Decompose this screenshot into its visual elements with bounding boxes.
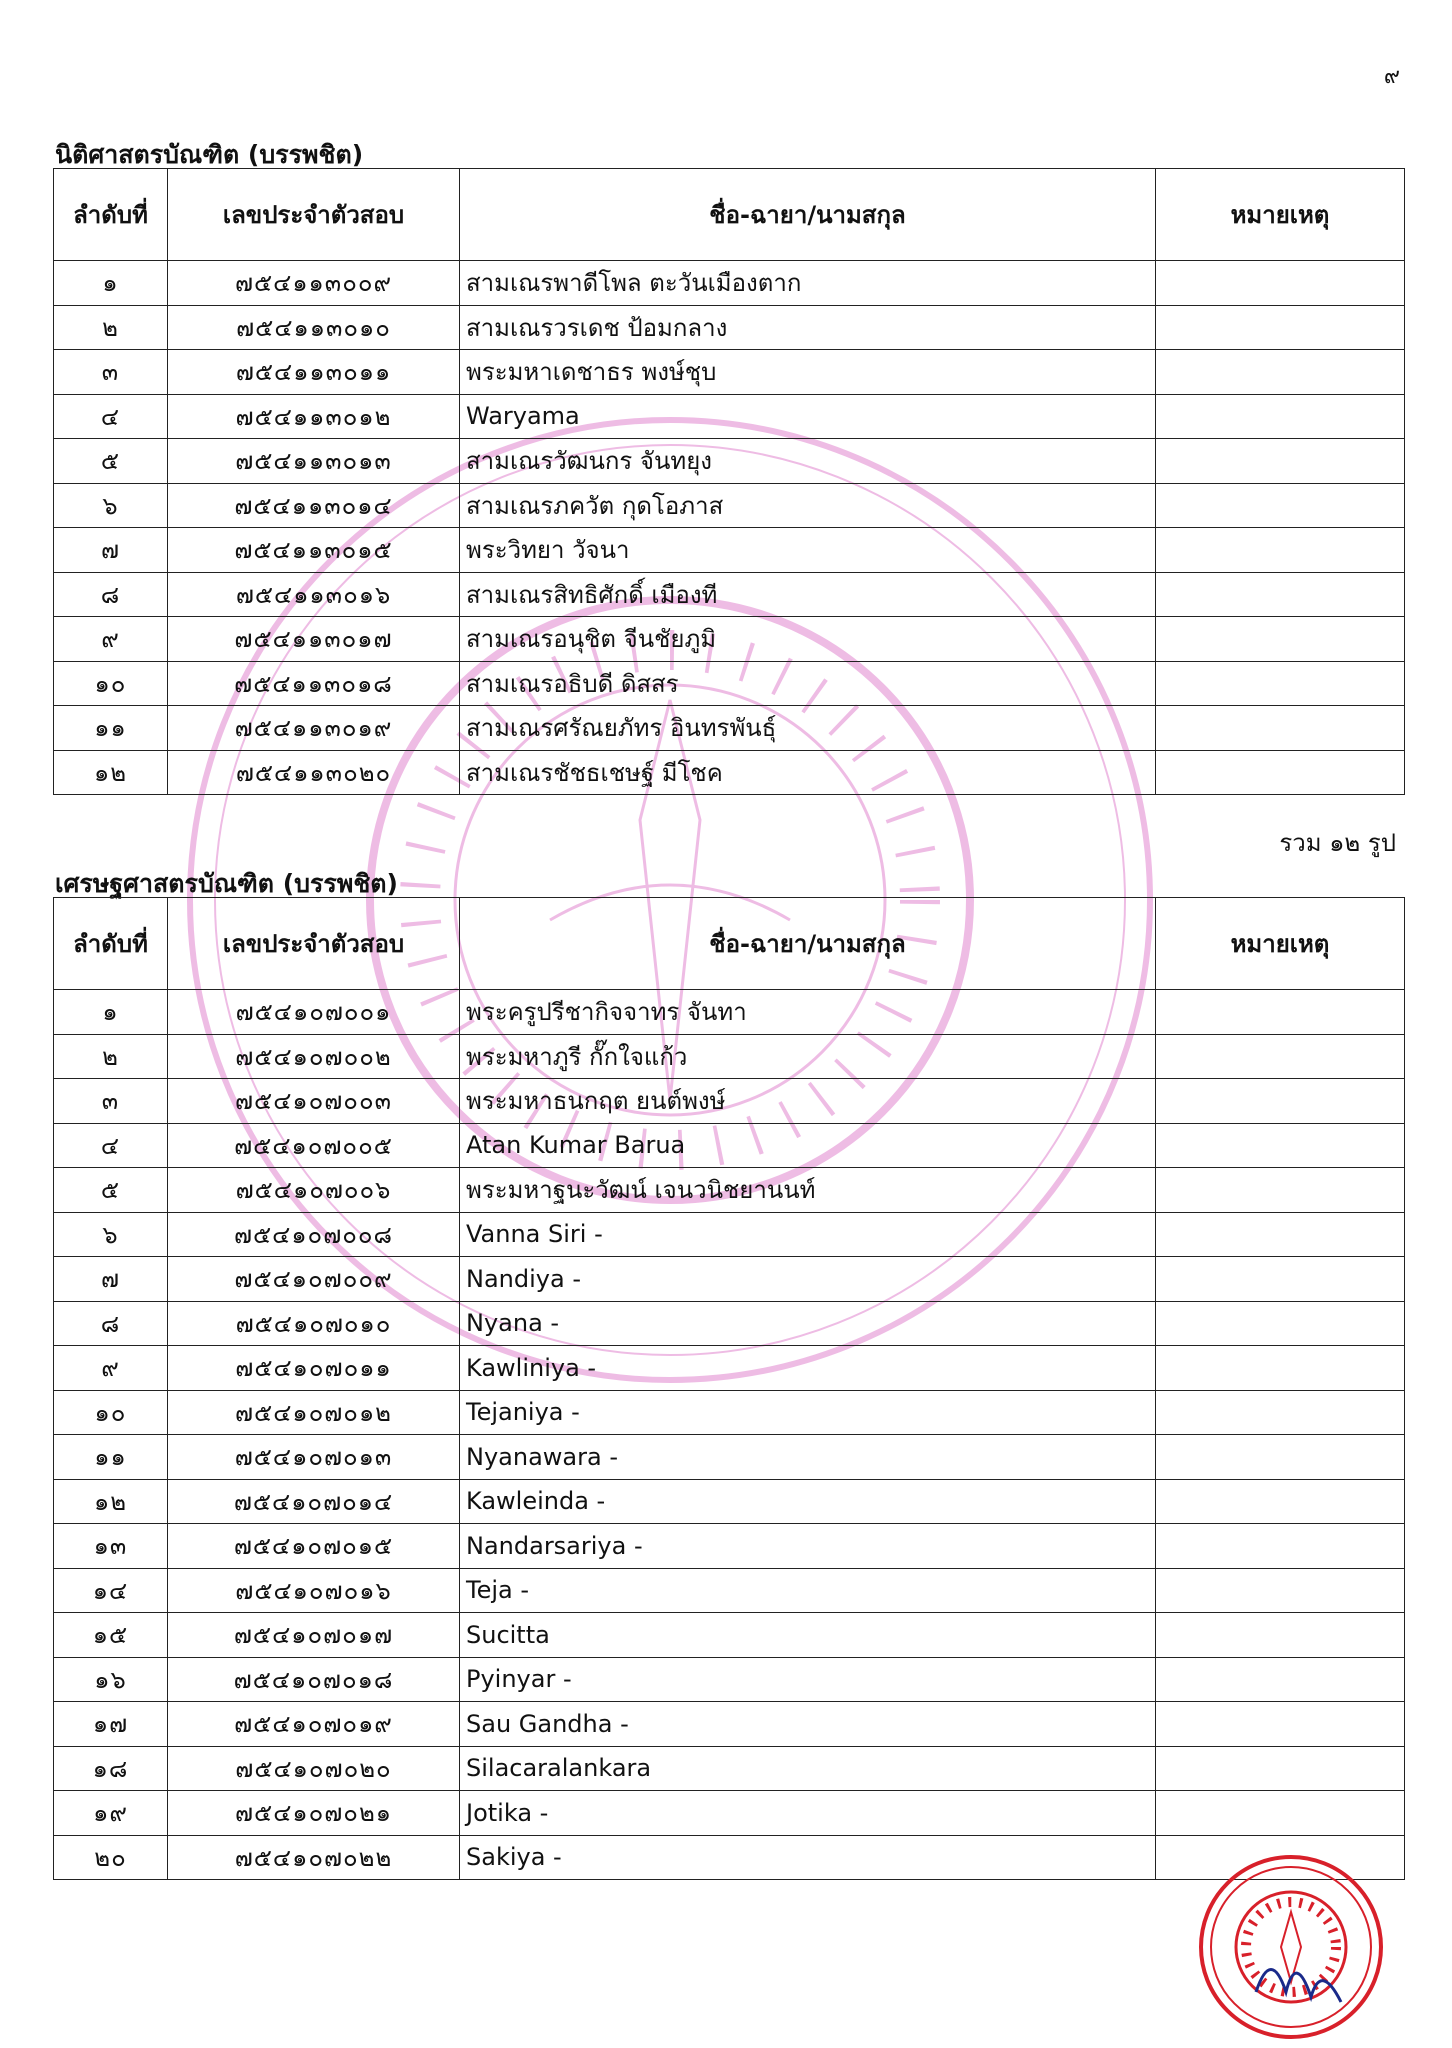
- row-order: ๑๑: [54, 706, 168, 751]
- row-name: Jotika -: [460, 1791, 1156, 1836]
- header-name: ชื่อ-ฉายา/นามสกุล: [460, 169, 1156, 261]
- table-row: [54, 439, 1405, 484]
- row-remark: [1156, 1791, 1405, 1836]
- row-name: สามเณรวัฒนกร จันทยุง: [460, 439, 1156, 484]
- row-order: ๑๕: [54, 1613, 168, 1658]
- row-order: ๒๐: [54, 1835, 168, 1880]
- header-remark: หมายเหตุ: [1156, 169, 1405, 261]
- row-name: พระมหาเดชาธร พงษ์ชุบ: [460, 350, 1156, 395]
- row-exam-id: ๗๕๔๑๑๓๐๑๐: [168, 305, 460, 350]
- row-exam-id: ๗๕๔๑๑๓๐๑๑: [168, 350, 460, 395]
- table-row: [54, 528, 1405, 573]
- row-name: Nandiya -: [460, 1257, 1156, 1302]
- row-name: Kawleinda -: [460, 1479, 1156, 1524]
- row-name: สามเณรภควัต กุดโอภาส: [460, 483, 1156, 528]
- table-row: [54, 1301, 1405, 1346]
- row-name: Nyana -: [460, 1301, 1156, 1346]
- row-exam-id: ๗๕๔๑๐๗๐๐๑: [168, 990, 460, 1035]
- header-order: ลำดับที่: [54, 169, 168, 261]
- row-exam-id: ๗๕๔๑๐๗๐๑๑: [168, 1346, 460, 1391]
- row-name: Sakiya -: [460, 1835, 1156, 1880]
- table-row: [54, 1746, 1405, 1791]
- table-row: [54, 1657, 1405, 1702]
- row-name: พระมหาธนกฤต ยนต์พงษ์: [460, 1079, 1156, 1124]
- row-order: ๓: [54, 1079, 168, 1124]
- row-remark: [1156, 483, 1405, 528]
- row-order: ๕: [54, 1168, 168, 1213]
- row-order: ๑๒: [54, 1479, 168, 1524]
- row-remark: [1156, 394, 1405, 439]
- row-remark: [1156, 1034, 1405, 1079]
- row-exam-id: ๗๕๔๑๑๓๐๑๔: [168, 483, 460, 528]
- row-order: ๔: [54, 1123, 168, 1168]
- row-remark: [1156, 1168, 1405, 1213]
- row-order: ๗: [54, 1257, 168, 1302]
- table-row: [54, 1212, 1405, 1257]
- row-remark: [1156, 305, 1405, 350]
- row-name: สามเณรวรเดช ป้อมกลาง: [460, 305, 1156, 350]
- row-order: ๑๔: [54, 1568, 168, 1613]
- row-order: ๕: [54, 439, 168, 484]
- row-order: ๘: [54, 572, 168, 617]
- row-name: Sucitta: [460, 1613, 1156, 1658]
- row-exam-id: ๗๕๔๑๑๓๐๒๐: [168, 750, 460, 795]
- table-row: [54, 1791, 1405, 1836]
- table-body-economics: [54, 990, 1405, 1880]
- table-row: [54, 1524, 1405, 1569]
- row-name: พระมหาฐนะวัฒน์ เจนวนิชยานนท์: [460, 1168, 1156, 1213]
- row-remark: [1156, 990, 1405, 1035]
- row-name: สามเณรสิทธิศักดิ์ เมืองที: [460, 572, 1156, 617]
- row-name: Waryama: [460, 394, 1156, 439]
- row-exam-id: ๗๕๔๑๐๗๐๐๙: [168, 1257, 460, 1302]
- row-name: สามเณรชัชธเชษฐ์ มีโชค: [460, 750, 1156, 795]
- row-order: ๖: [54, 483, 168, 528]
- row-exam-id: ๗๕๔๑๑๓๐๑๕: [168, 528, 460, 573]
- row-name: Silacaralankara: [460, 1746, 1156, 1791]
- table-row: [54, 1168, 1405, 1213]
- table-row: [54, 572, 1405, 617]
- row-exam-id: ๗๕๔๑๐๗๐๐๕: [168, 1123, 460, 1168]
- row-order: ๑๗: [54, 1702, 168, 1747]
- row-exam-id: ๗๕๔๑๐๗๐๐๖: [168, 1168, 460, 1213]
- row-order: ๑: [54, 261, 168, 306]
- row-remark: [1156, 1257, 1405, 1302]
- row-name: Sau Gandha -: [460, 1702, 1156, 1747]
- row-order: ๑๙: [54, 1791, 168, 1836]
- row-exam-id: ๗๕๔๑๐๗๐๑๙: [168, 1702, 460, 1747]
- row-order: ๑๘: [54, 1746, 168, 1791]
- row-name: สามเณรพาดีโพล ตะวันเมืองตาก: [460, 261, 1156, 306]
- row-exam-id: ๗๕๔๑๐๗๐๑๗: [168, 1613, 460, 1658]
- row-remark: [1156, 706, 1405, 751]
- row-order: ๔: [54, 394, 168, 439]
- row-order: ๑๓: [54, 1524, 168, 1569]
- header-remark: หมายเหตุ: [1156, 898, 1405, 990]
- table-row: [54, 1079, 1405, 1124]
- row-order: ๑๐: [54, 1390, 168, 1435]
- row-order: ๑๖: [54, 1657, 168, 1702]
- row-remark: [1156, 439, 1405, 484]
- row-remark: [1156, 750, 1405, 795]
- table-row: [54, 1034, 1405, 1079]
- table-header-row: [54, 169, 1405, 261]
- row-exam-id: ๗๕๔๑๐๗๐๒๑: [168, 1791, 460, 1836]
- header-order: ลำดับที่: [54, 898, 168, 990]
- header-exam-id: เลขประจำตัวสอบ: [168, 898, 460, 990]
- row-remark: [1156, 1568, 1405, 1613]
- row-remark: [1156, 1079, 1405, 1124]
- official-seal-stamp: [1196, 1852, 1386, 2042]
- row-exam-id: ๗๕๔๑๐๗๐๐๓: [168, 1079, 460, 1124]
- row-remark: [1156, 1301, 1405, 1346]
- row-name: Teja -: [460, 1568, 1156, 1613]
- row-remark: [1156, 1524, 1405, 1569]
- row-exam-id: ๗๕๔๑๐๗๐๑๓: [168, 1435, 460, 1480]
- table-row: [54, 1123, 1405, 1168]
- row-exam-id: ๗๕๔๑๑๓๐๑๓: [168, 439, 460, 484]
- row-order: ๒: [54, 305, 168, 350]
- row-remark: [1156, 261, 1405, 306]
- total-law: รวม ๑๒ รูป: [1279, 829, 1396, 857]
- row-exam-id: ๗๕๔๑๐๗๐๑๒: [168, 1390, 460, 1435]
- table-row: [54, 394, 1405, 439]
- row-name: สามเณรอธิบดี ดิสสร: [460, 661, 1156, 706]
- table-row: [54, 617, 1405, 662]
- row-order: ๗: [54, 528, 168, 573]
- row-exam-id: ๗๕๔๑๑๓๐๐๙: [168, 261, 460, 306]
- table-row: [54, 483, 1405, 528]
- row-order: ๑๑: [54, 1435, 168, 1480]
- row-exam-id: ๗๕๔๑๑๓๐๑๒: [168, 394, 460, 439]
- row-remark: [1156, 1435, 1405, 1480]
- table-row: [54, 1390, 1405, 1435]
- row-remark: [1156, 350, 1405, 395]
- row-exam-id: ๗๕๔๑๐๗๐๒๐: [168, 1746, 460, 1791]
- row-remark: [1156, 661, 1405, 706]
- row-order: ๙: [54, 617, 168, 662]
- table-row: [54, 1568, 1405, 1613]
- row-remark: [1156, 1123, 1405, 1168]
- table-body-law: [54, 261, 1405, 795]
- row-name: พระวิทยา วัจนา: [460, 528, 1156, 573]
- row-name: Nandarsariya -: [460, 1524, 1156, 1569]
- row-remark: [1156, 1390, 1405, 1435]
- row-order: ๑๒: [54, 750, 168, 795]
- page-number: ๙: [1383, 64, 1400, 89]
- row-exam-id: ๗๕๔๑๑๓๐๑๗: [168, 617, 460, 662]
- table-row: [54, 1702, 1405, 1747]
- row-remark: [1156, 572, 1405, 617]
- table-row: [54, 305, 1405, 350]
- row-name: Atan Kumar Barua: [460, 1123, 1156, 1168]
- row-name: สามเณรอนุชิต จีนชัยภูมิ: [460, 617, 1156, 662]
- row-order: ๖: [54, 1212, 168, 1257]
- table-row: [54, 990, 1405, 1035]
- row-remark: [1156, 1479, 1405, 1524]
- table-header-row: [54, 898, 1405, 990]
- row-order: ๙: [54, 1346, 168, 1391]
- row-remark: [1156, 1346, 1405, 1391]
- row-remark: [1156, 1702, 1405, 1747]
- row-remark: [1156, 1657, 1405, 1702]
- table-row: [54, 750, 1405, 795]
- table-row: [54, 1257, 1405, 1302]
- row-order: ๑: [54, 990, 168, 1035]
- header-exam-id: เลขประจำตัวสอบ: [168, 169, 460, 261]
- row-exam-id: ๗๕๔๑๑๓๐๑๖: [168, 572, 460, 617]
- row-name: Kawliniya -: [460, 1346, 1156, 1391]
- table-economics: [53, 897, 1405, 1880]
- table-law: [53, 168, 1405, 795]
- row-remark: [1156, 528, 1405, 573]
- row-remark: [1156, 617, 1405, 662]
- row-exam-id: ๗๕๔๑๐๗๐๑๔: [168, 1479, 460, 1524]
- row-name: Tejaniya -: [460, 1390, 1156, 1435]
- header-name: ชื่อ-ฉายา/นามสกุล: [460, 898, 1156, 990]
- table-row: [54, 1613, 1405, 1658]
- row-name: Pyinyar -: [460, 1657, 1156, 1702]
- row-name: Nyanawara -: [460, 1435, 1156, 1480]
- row-exam-id: ๗๕๔๑๐๗๐๑๕: [168, 1524, 460, 1569]
- row-remark: [1156, 1212, 1405, 1257]
- row-name: พระมหาภูรี กั๊กใจแก้ว: [460, 1034, 1156, 1079]
- table-row: [54, 350, 1405, 395]
- row-exam-id: ๗๕๔๑๐๗๐๑๐: [168, 1301, 460, 1346]
- row-exam-id: ๗๕๔๑๐๗๐๒๒: [168, 1835, 460, 1880]
- section-title-economics: เศรษฐศาสตรบัณฑิต (บรรพชิต): [55, 869, 398, 898]
- row-order: ๒: [54, 1034, 168, 1079]
- table-row: [54, 1346, 1405, 1391]
- row-exam-id: ๗๕๔๑๐๗๐๑๘: [168, 1657, 460, 1702]
- table-row: [54, 1479, 1405, 1524]
- section-title-law: นิติศาสตรบัณฑิต (บรรพชิต): [55, 140, 364, 169]
- row-name: Vanna Siri -: [460, 1212, 1156, 1257]
- row-order: ๘: [54, 1301, 168, 1346]
- row-name: สามเณรศรัณยภัทร อินทรพันธุ์: [460, 706, 1156, 751]
- row-exam-id: ๗๕๔๑๑๓๐๑๘: [168, 661, 460, 706]
- row-name: พระครูปรีชากิจจาทร จันทา: [460, 990, 1156, 1035]
- table-row: [54, 661, 1405, 706]
- row-exam-id: ๗๕๔๑๑๓๐๑๙: [168, 706, 460, 751]
- row-exam-id: ๗๕๔๑๐๗๐๑๖: [168, 1568, 460, 1613]
- table-row: [54, 261, 1405, 306]
- row-remark: [1156, 1746, 1405, 1791]
- table-row: [54, 706, 1405, 751]
- row-exam-id: ๗๕๔๑๐๗๐๐๘: [168, 1212, 460, 1257]
- table-row: [54, 1435, 1405, 1480]
- row-order: ๑๐: [54, 661, 168, 706]
- row-remark: [1156, 1613, 1405, 1658]
- row-order: ๓: [54, 350, 168, 395]
- row-exam-id: ๗๕๔๑๐๗๐๐๒: [168, 1034, 460, 1079]
